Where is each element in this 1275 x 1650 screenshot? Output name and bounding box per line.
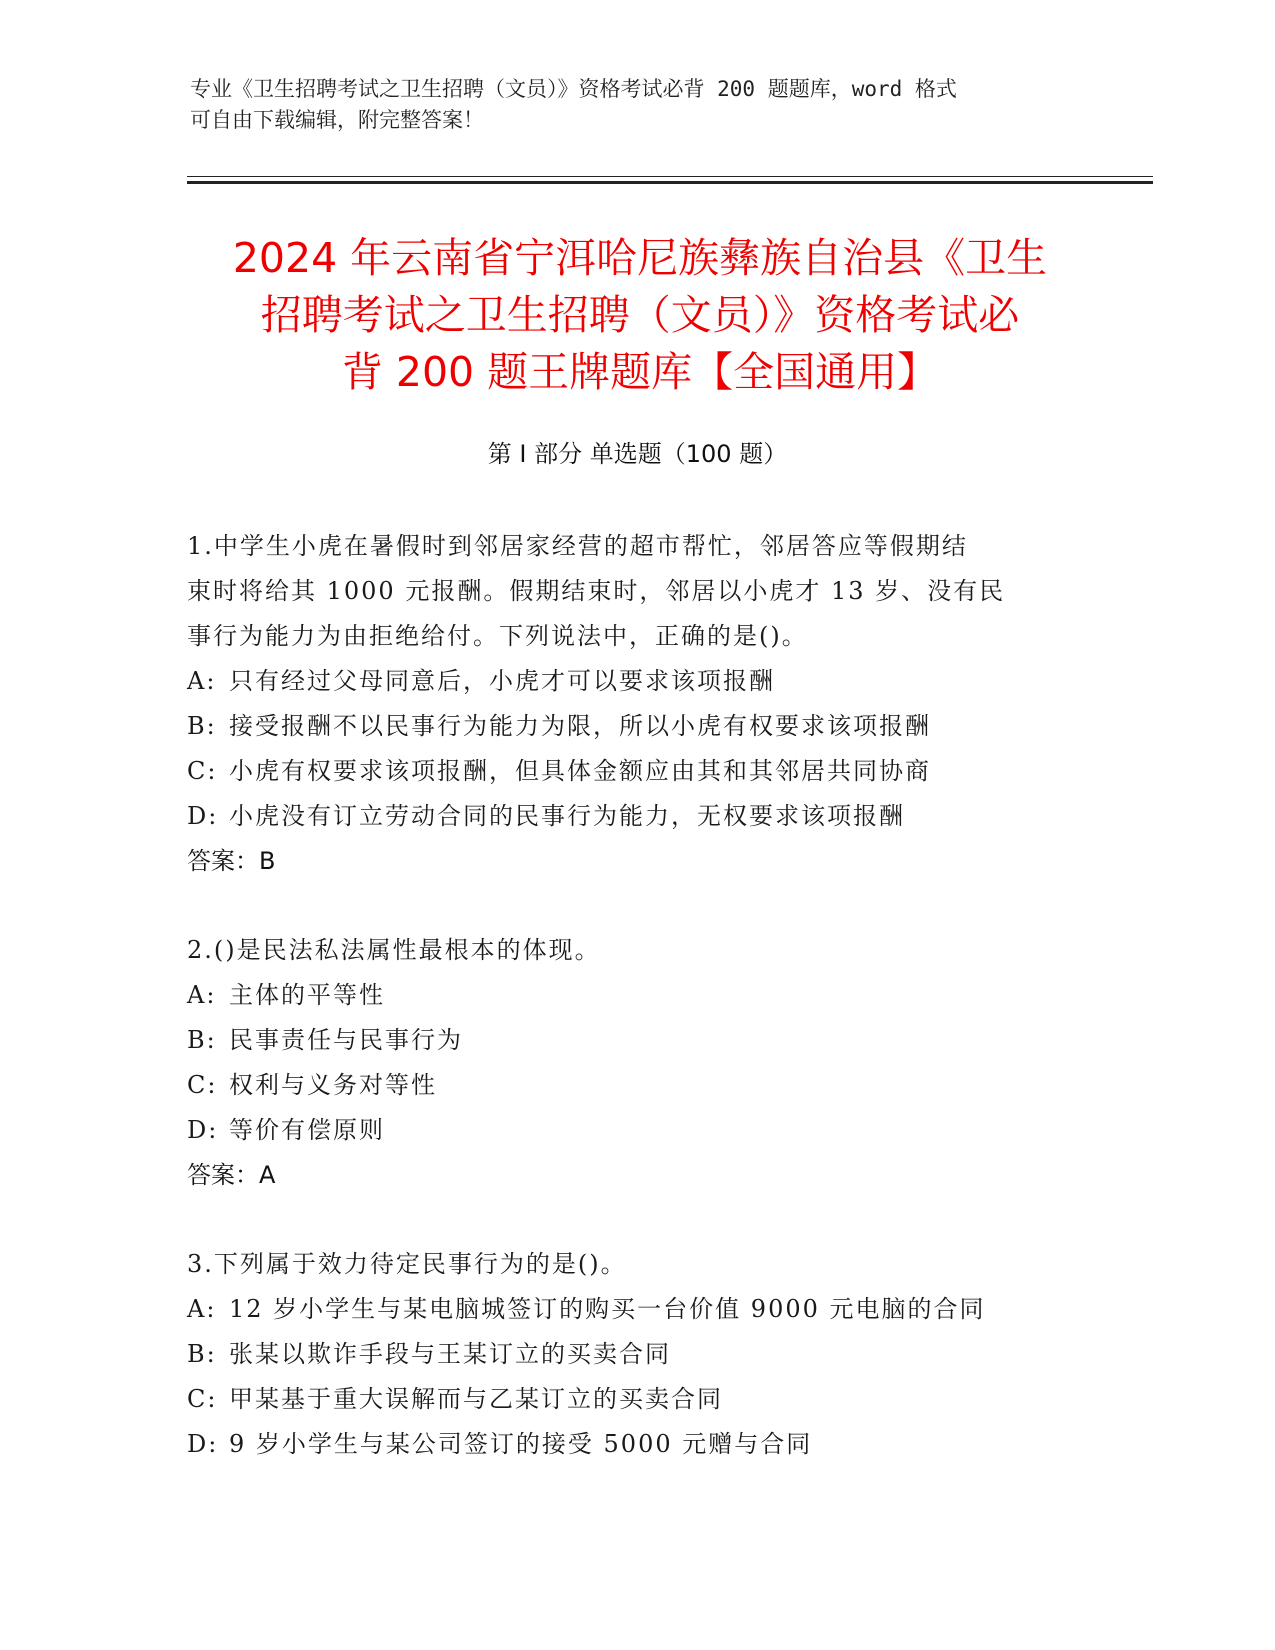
stem-line: 3.下列属于效力待定民事行为的是()。 xyxy=(187,1250,627,1278)
option-key: A: xyxy=(187,981,217,1009)
option-key: A: xyxy=(187,1295,217,1323)
option-a xyxy=(187,659,1077,704)
header-note-line-1: 专业《卫生招聘考试之卫生招聘（文员）》资格考试必背 200 题题库，word 格式 xyxy=(190,77,957,101)
option-b xyxy=(187,704,1077,749)
option-key: A: xyxy=(187,667,217,695)
question-stem xyxy=(187,524,1077,659)
option-text: 接受报酬不以民事行为能力为限，所以小虎有权要求该项报酬 xyxy=(229,712,931,740)
option-text: 权利与义务对等性 xyxy=(229,1071,437,1099)
option-c xyxy=(187,749,1077,794)
option-text: 民事责任与民事行为 xyxy=(229,1026,463,1054)
option-key: D: xyxy=(187,1430,219,1458)
title-line-3: 背 200 题王牌题库【全国通用】 xyxy=(341,348,939,396)
question-stem xyxy=(187,928,1077,973)
stem-line: 束时将给其 1000 元报酬。假期结束时，邻居以小虎才 13 岁、没有民 xyxy=(187,577,1006,605)
option-key: B: xyxy=(187,712,217,740)
option-c xyxy=(187,1377,1077,1422)
title-line-2: 招聘考试之卫生招聘（文员）》资格考试必 xyxy=(260,291,1020,339)
option-text: 等价有偿原则 xyxy=(229,1116,385,1144)
option-key: D: xyxy=(187,802,219,830)
option-d xyxy=(187,1422,1077,1467)
stem-line: 2.()是民法私法属性最根本的体现。 xyxy=(187,936,601,964)
option-a xyxy=(187,973,1077,1018)
option-b xyxy=(187,1018,1077,1063)
answer: 答案：B xyxy=(187,847,276,875)
document-title xyxy=(170,230,1110,401)
option-b xyxy=(187,1332,1077,1377)
option-text: 小虎没有订立劳动合同的民事行为能力，无权要求该项报酬 xyxy=(229,802,905,830)
option-text: 12 岁小学生与某电脑城签订的购买一台价值 9000 元电脑的合同 xyxy=(229,1295,986,1323)
question-list xyxy=(187,524,1077,1511)
option-key: B: xyxy=(187,1026,217,1054)
option-key: C: xyxy=(187,1071,218,1099)
option-c xyxy=(187,1063,1077,1108)
option-key: D: xyxy=(187,1116,219,1144)
header-note xyxy=(190,74,1070,136)
section-title: 第 I 部分 单选题（100 题） xyxy=(487,440,788,468)
option-d xyxy=(187,794,1077,839)
stem-line: 1.中学生小虎在暑假时到邻居家经营的超市帮忙，邻居答应等假期结 xyxy=(187,532,968,560)
question-3 xyxy=(187,1242,1077,1467)
option-key: C: xyxy=(187,1385,218,1413)
header-note-line-2: 可自由下载编辑，附完整答案！ xyxy=(190,108,484,132)
option-text: 甲某基于重大误解而与乙某订立的买卖合同 xyxy=(229,1385,723,1413)
question-2 xyxy=(187,928,1077,1198)
option-a xyxy=(187,1287,1077,1332)
header-divider-thin xyxy=(187,176,1153,177)
question-stem xyxy=(187,1242,1077,1287)
option-key: B: xyxy=(187,1340,217,1368)
title-line-1: 2024 年云南省宁洱哈尼族彝族自治县《卫生 xyxy=(232,234,1048,282)
header-divider-thick xyxy=(187,181,1153,184)
answer: 答案：A xyxy=(187,1161,276,1189)
option-key: C: xyxy=(187,757,218,785)
option-text: 9 岁小学生与某公司签订的接受 5000 元赠与合同 xyxy=(229,1430,813,1458)
option-text: 张某以欺诈手段与王某订立的买卖合同 xyxy=(229,1340,671,1368)
option-text: 主体的平等性 xyxy=(229,981,385,1009)
stem-line: 事行为能力为由拒绝给付。下列说法中，正确的是()。 xyxy=(187,622,808,650)
question-1 xyxy=(187,524,1077,884)
option-text: 小虎有权要求该项报酬，但具体金额应由其和其邻居共同协商 xyxy=(229,757,931,785)
option-d xyxy=(187,1108,1077,1153)
option-text: 只有经过父母同意后，小虎才可以要求该项报酬 xyxy=(229,667,775,695)
